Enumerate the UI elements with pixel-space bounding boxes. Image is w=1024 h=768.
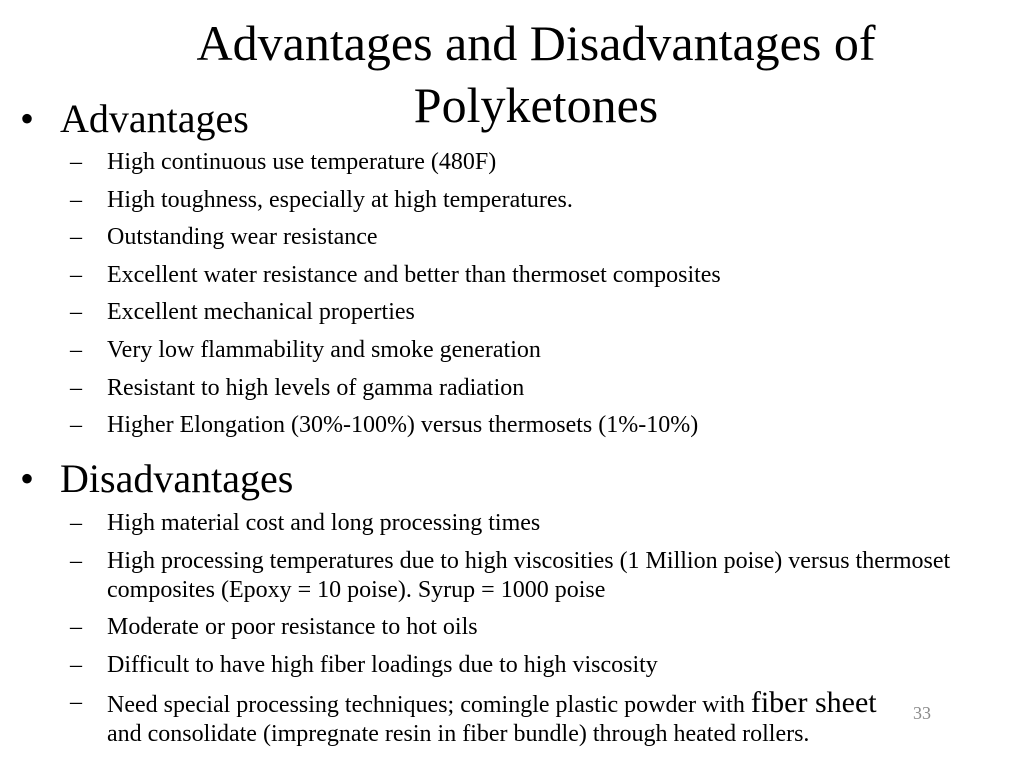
- advantages-heading: [20, 96, 249, 142]
- dash-icon: –: [70, 547, 82, 574]
- bullet-icon: •: [20, 456, 35, 501]
- dash-icon: –: [70, 299, 82, 326]
- dash-icon: –: [70, 614, 82, 641]
- list-item: – High continuous use temperature (480F): [70, 149, 497, 175]
- list-item: – Excellent mechanical properties: [70, 299, 415, 326]
- fiber-sheet-text: fiber sheet: [750, 686, 877, 720]
- disadvantages-list: [70, 509, 1007, 758]
- dash-icon: –: [70, 186, 82, 213]
- dash-icon: –: [70, 651, 82, 678]
- disadvantages-heading-text: Disadvantages: [60, 456, 294, 501]
- list-item: – Moderate or poor resistance to hot oils: [70, 614, 478, 641]
- dash-icon: –: [70, 510, 82, 536]
- list-item: – High processing temperatures due to high viscosities (1 Million poise) versus thermoset composites (Epoxy = 10 poise). Syrup = 1000 poise: [70, 547, 951, 603]
- list-item: – High material cost and long processing times: [70, 510, 541, 536]
- disadvantages-heading: [20, 456, 293, 502]
- bullet-icon: •: [20, 96, 35, 141]
- dash-icon: –: [70, 336, 82, 363]
- dash-icon: –: [70, 374, 82, 401]
- list-item: – Higher Elongation (30%-100%) versus thermosets (1%-10%): [70, 412, 699, 439]
- dash-icon: –: [70, 261, 82, 288]
- dash-icon: –: [70, 412, 82, 439]
- slide-title: Advantages and Disadvantages of Polyketones: [196, 15, 876, 133]
- list-item: – Difficult to have high fiber loadings due to high viscosity: [70, 651, 658, 678]
- list-item: – Resistant to high levels of gamma radiation: [70, 374, 525, 401]
- advantages-heading-text: Advantages: [60, 96, 249, 141]
- advantages-list: [70, 148, 1007, 449]
- dash-icon: –: [70, 149, 82, 175]
- list-item: – Very low flammability and smoke generation: [70, 336, 541, 363]
- list-item: – Outstanding wear resistance: [70, 224, 378, 251]
- dash-icon: –: [70, 689, 82, 716]
- dash-icon: –: [70, 224, 82, 251]
- list-item: – Excellent water resistance and better than thermoset composites: [70, 261, 721, 288]
- list-item: – High toughness, especially at high temperatures.: [70, 186, 573, 213]
- list-item: – Need special processing techniques; comingle plastic powder with fiber sheet and consolidate (impregnate resin in fiber bundle) through heated rollers.: [70, 686, 877, 748]
- slide-number: 33: [913, 703, 931, 723]
